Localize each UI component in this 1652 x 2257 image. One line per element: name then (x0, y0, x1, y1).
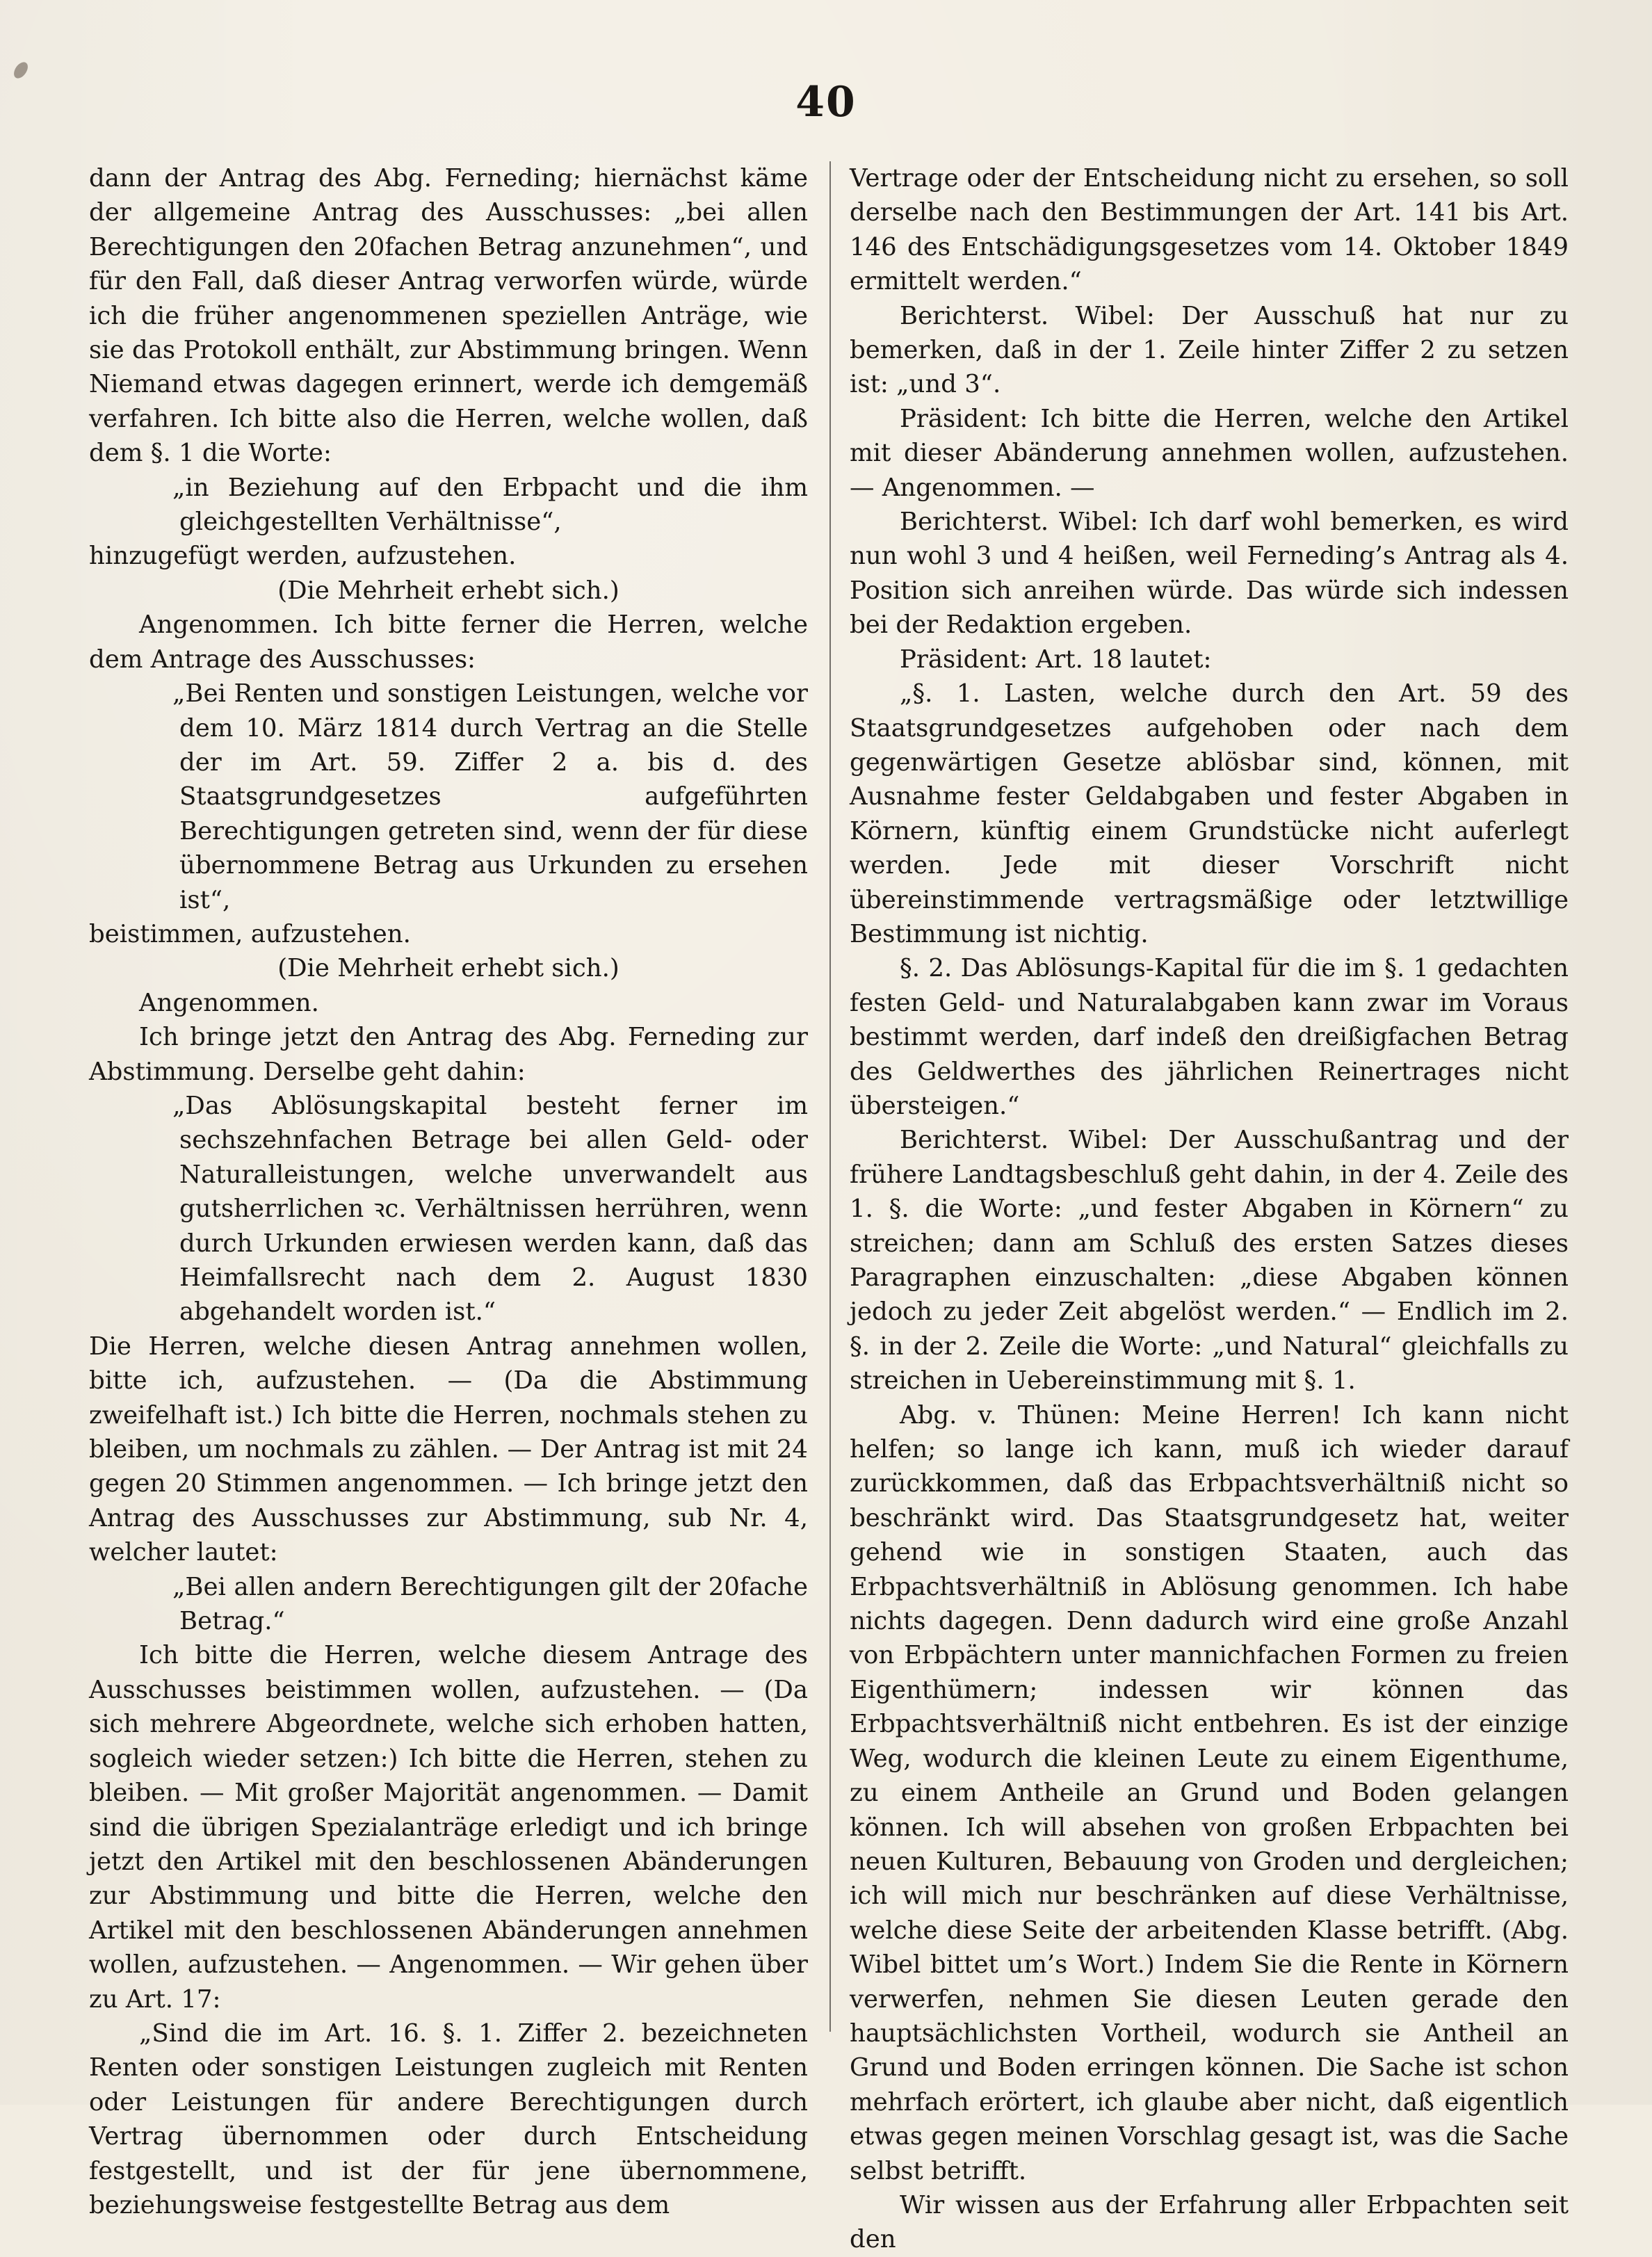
left-paragraph-7: Die Herren, welche diesen Antrag annehmen wollen, bitte ich, aufzustehen. — (Da die Abstimmung zweifelhaft ist.) Ich bitte die Herren, nochmals stehen zu bleiben, um nochmals zu zählen. — Der Antrag ist mit 24 gegen 20 Stimmen angenommen. — Ich bringe jetzt den Antrag des Ausschusses zur Abstimmung, sub Nr. 4, welcher lautet: (89, 1332, 808, 1567)
left-paragraph-4: beistimmen, aufzustehen. (89, 919, 411, 948)
right-paragraph-9: Abg. v. Thünen: Meine Herren! Ich kann nicht helfen; so lange ich kann, muß ich wieder darauf zurückkommen, daß das Erbpachtsverhältniß nicht so beschränkt wird. Das Staatsgrundgesetz hat, weiter gehend wie in sonstigen Staaten, auch das Erbpachtsverhältniß in Ablösung genommen. Ich habe nichts dagegen. Denn dadurch wird eine große Anzahl von Erbpächtern unter mannichfachen Formen zu freien Eigenthümern; indessen wir können das Erbpachtsverhältniß nicht entbehren. Es ist der einzige Weg, wodurch die kleinen Leute zu einem Eigenthume, zu einem Antheile an Grund und Boden gelangen können. Ich will absehen von großen Erbpachten bei neuen Kulturen, Bebauung von Groden und dergleichen; ich will mich nur beschränken auf diese Verhältnisse, welche diese Seite der arbeitenden Klasse betrifft. (Abg. Wibel bittet um’s Wort.) Indem Sie die Rente in Körnern verwerfen, nehmen Sie diesen Leuten gerade den hauptsächlichsten Vortheil, wodurch sie Antheil an Grund und Boden erringen können. Die Sache ist schon mehrfach erörtert, ich glaube aber nicht, daß eigentlich etwas gegen meinen Vorschlag gesagt ist, was die Sache selbst betrifft. (850, 1400, 1569, 2185)
left-paragraph-5: Angenommen. (139, 988, 319, 1017)
left-paragraph-2: hinzugefügt werden, aufzustehen. (89, 542, 517, 571)
left-paragraph-9: „Sind die im Art. 16. §. 1. Ziffer 2. bezeichneten Renten oder sonstigen Leistungen zugleich mit Renten oder Leistungen für andere Berechtigungen durch Vertrag übernommen oder durch Entscheidung festgestellt, und ist der für jene übernommene, beziehungsweise festgestellte Betrag aus dem (89, 2019, 808, 2219)
left-quote-1: „in Beziehung auf den Erbpacht und die ihm gleichgestellten Verhältnisse“, (172, 473, 808, 537)
left-quote-2: „Bei Renten und sonstigen Leistungen, welche vor dem 10. März 1814 durch Vertrag an die Stelle der im Art. 59. Ziffer 2 a. bis d. des Staatsgrundgesetzes aufgeführten Berechtigungen getreten sind, wenn der für diese übernommene Betrag aus Urkunden zu ersehen ist“, (172, 679, 808, 914)
right-paragraph-6: „§. 1. Lasten, welche durch den Art. 59 des Staatsgrundgesetzes aufgehoben oder nach dem gegenwärtigen Gesetze ablösbar sind, können, mit Ausnahme fester Geldabgaben und fester Abgaben in Körnern, künftig einem Grundstücke nicht auferlegt werden. Jede mit dieser Vorschrift nicht übereinstimmende vertragsmäßige oder letztwillige Bestimmung ist nichtig. (850, 679, 1569, 948)
left-paragraph-1: dann der Antrag des Abg. Ferneding; hiernächst käme der allgemeine Antrag des Ausschusses: „bei allen Berechtigungen den 20fachen Betrag anzunehmen“, und für den Fall, daß dieser Antrag verworfen würde, würde ich die früher angenommenen speziellen Anträge, wie sie das Protokoll enthält, zur Abstimmung bringen. Wenn Niemand etwas dagegen erinnert, werde ich demgemäß verfahren. Ich bitte also die Herren, welche wollen, daß dem §. 1 die Worte: (89, 164, 808, 468)
left-stage-note-2: (Die Mehrheit erhebt sich.) (277, 954, 620, 983)
right-paragraph-4: Berichterst. Wibel: Ich darf wohl bemerken, es wird nun wohl 3 und 4 heißen, weil Ferneding’s Antrag als 4. Position sich anreihen würde. Das würde sich indessen bei der Redaktion ergeben. (850, 508, 1569, 640)
right-paragraph-8: Berichterst. Wibel: Der Ausschußantrag und der frühere Landtagsbeschluß geht dahin, in der 4. Zeile des 1. §. die Worte: „und fester Abgaben in Körnern“ zu streichen; dann am Schluß des ersten Satzes dieses Paragraphen einzuschalten: „diese Abgaben können jedoch zu jeder Zeit abgelöst werden.“ — Endlich im 2. §. in der 2. Zeile die Worte: „und Natural“ gleichfalls zu streichen in Uebereinstimmung mit §. 1. (850, 1126, 1569, 1396)
left-quote-3: „Das Ablösungskapital besteht ferner im sechszehnfachen Betrage bei allen Geld- oder Naturalleistungen, welche unverwandelt aus gutsherrlichen ꝛc. Verhältnissen herrühren, wenn durch Urkunden erwiesen werden kann, daß das Heimfallsrecht nach dem 2. August 1830 abgehandelt worden ist.“ (172, 1091, 808, 1327)
left-paragraph-6: Ich bringe jetzt den Antrag des Abg. Ferneding zur Abstimmung. Derselbe geht dahin: (89, 1023, 808, 1086)
right-paragraph-7: §. 2. Das Ablösungs-Kapital für die im §. 1 gedachten festen Geld- und Naturalabgaben kann zwar im Voraus bestimmt werden, darf indeß den dreißigfachen Betrag des Geldwerthes des jährlichen Reinertrages nicht übersteigen.“ (850, 954, 1569, 1120)
left-column (89, 161, 808, 2222)
left-paragraph-3: Angenommen. Ich bitte ferner die Herren, welche dem Antrage des Ausschusses: (89, 610, 808, 674)
left-quote-4: „Bei allen andern Berechtigungen gilt der 20fache Betrag.“ (172, 1572, 808, 1636)
right-paragraph-3: Präsident: Ich bitte die Herren, welche den Artikel mit dieser Abänderung annehmen wollen, aufzustehen. — Angenommen. — (850, 404, 1569, 502)
right-paragraph-5: Präsident: Art. 18 lautet: (900, 645, 1212, 674)
page-number: 40 (795, 78, 857, 127)
right-paragraph-2: Berichterst. Wibel: Der Ausschuß hat nur zu bemerken, daß in der 1. Zeile hinter Ziffer 2 zu setzen ist: „und 3“. (850, 301, 1569, 399)
right-column (850, 161, 1569, 2257)
right-paragraph-10: Wir wissen aus der Erfahrung aller Erbpachten seit den (850, 2190, 1569, 2254)
left-stage-note-1: (Die Mehrheit erhebt sich.) (277, 576, 620, 605)
column-divider (829, 161, 831, 2032)
left-paragraph-8: Ich bitte die Herren, welche diesem Antrage des Ausschusses beistimmen wollen, aufzustehen. — (Da sich mehrere Abgeordnete, welche sich erhoben hatten, sogleich wieder setzen:) Ich bitte die Herren, stehen zu bleiben. — Mit großer Majorität angenommen. — Damit sind die übrigen Spezialanträge erledigt und ich bringe jetzt den Artikel mit den beschlossenen Abänderungen zur Abstimmung und bitte die Herren, welche den Artikel mit den beschlossenen Abänderungen annehmen wollen, aufzustehen. — Angenommen. — Wir gehen über zu Art. 17: (89, 1641, 808, 2014)
right-paragraph-1: Vertrage oder der Entscheidung nicht zu ersehen, so soll derselbe nach den Bestimmungen der Art. 141 bis Art. 146 des Entschädigungsgesetzes vom 14. Oktober 1849 ermittelt werden.“ (850, 164, 1569, 296)
